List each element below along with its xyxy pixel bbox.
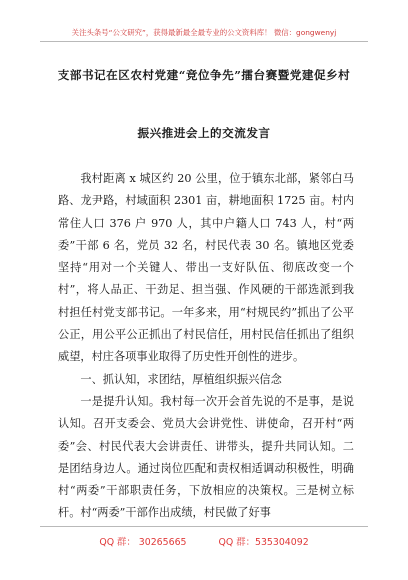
header-divider [40, 41, 368, 42]
footer-qq-groups [0, 534, 408, 548]
body-paragraph-intro: 我村距离 x 城区约 20 公里，位于镇东北部，紧邻白马路、龙尹路，村域面积 2301 亩，耕地面积 1725 亩。村内常住人口 376 户 970 人，其中户籍人口 743 人，村“两委”干部 6 名，党员 32 名，村民代表 30 名。镇地区党委坚持“用对一个关键人、带出一支好队伍、彻底改变一个村”，将人品正、干劲足、担当强、作风硬的干部选派到我村担任村党支部书记。一年多来，用“村规民约”抓出了公平公正，用公平公正抓出了村民信任，用村民信任抓出了组织威望，村庄各项事业取得了历史性开创性的进步。 [58, 172, 354, 364]
document-title-line-2: 振兴推进会上的交流发言 [137, 126, 271, 140]
document-title-line-1: 支部书记在区农村党建“竞位争先”擂台赛暨党建促乡村 [57, 68, 351, 82]
header-promo-note: 关注头条号“公文研究”，获得最新最全最专业的公文资料库！ 微信：gongwenyj [71, 28, 337, 37]
document-body [58, 168, 354, 525]
body-paragraph-section-1: 一是提升认知。我村每一次开会首先说的不是事，是说认知。召开支委会、党员大会讲党性、讲使命，召开村“两委”会、村民代表大会讲责任、讲带头，提升共同认知。二是团结身边人。通过岗位匹配和责权相适调动积极性，明确村“两委”干部职责任务，下放相应的决策权。三是树立标杆。村“两委”干部作出成绩，村民做了好事 [58, 394, 354, 520]
footer-qq-group-2: QQ 群：535304092 [218, 537, 309, 548]
footer-divider [40, 526, 368, 527]
footer-qq-group-1: QQ 群： 30265665 [99, 537, 187, 548]
section-heading-1: 一、抓认知，求团结，厚植组织振兴信念 [80, 372, 282, 386]
